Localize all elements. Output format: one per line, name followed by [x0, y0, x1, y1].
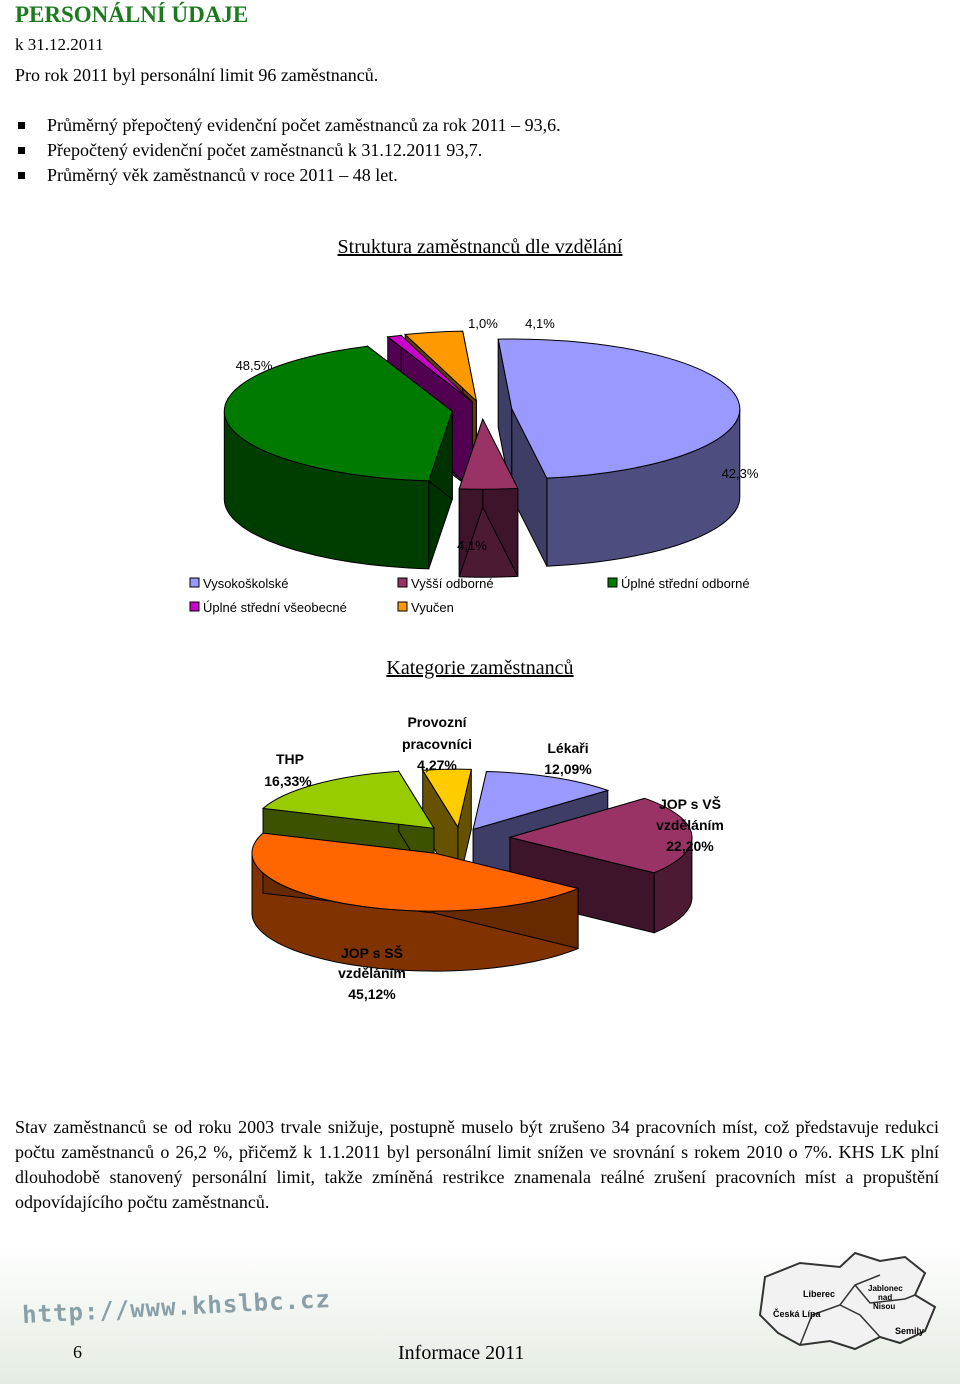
date-subtitle: k 31.12.2011 [15, 35, 104, 54]
data-label-3: 1,0% [468, 316, 498, 331]
data-label-1-2: 4,27% [417, 757, 457, 773]
legend-swatch-0 [190, 578, 199, 587]
data-label-3-0: JOP s VŠ [658, 796, 722, 812]
bullet-list [15, 113, 561, 188]
website-url: http://www.khslbc.cz [21, 1284, 332, 1330]
data-label-4-0: JOP s SŠ [340, 945, 404, 961]
data-label-4-1: vzděláním [338, 965, 406, 981]
legend-label-3: Úplné střední všeobecné [203, 600, 347, 615]
legend-label-0: Vysokoškolské [203, 576, 289, 591]
map-label-jablonec-2: nad [878, 1293, 893, 1302]
data-label-0-1: 16,33% [264, 773, 312, 789]
list-item [15, 163, 561, 188]
publication-name: Informace 2011 [398, 1342, 525, 1364]
bullet-text: Průměrný věk zaměstnanců v roce 2011 – 48 let. [47, 165, 398, 185]
data-label-2-0: Lékaři [547, 740, 589, 756]
legend-label-2: Úplné střední odborné [621, 576, 750, 591]
summary-paragraph: Stav zaměstnanců se od roku 2003 trvale snižuje, postupně muselo být zrušeno 34 pracovních míst, což představuje redukci počtu zaměstnanců o 26,2 %, přičemž k 1.1.2011 byl personální limit snížen ve srovnání s rokem 2010 o 7%. KHS LK plní dlouhodobě stanovený personální limit, takže zmíněná restrikce znamenala reálné zrušení pracovních míst a propuštění odpovídajícího počtu zaměstnanců. [15, 1117, 939, 1212]
data-label-2: 42,3% [721, 466, 759, 481]
data-label-1-0: Provozní [407, 714, 467, 730]
bullet-text: Průměrný přepočtený evidenční počet zaměstnanců za rok 2011 – 93,6. [47, 115, 561, 135]
legend-swatch-2 [608, 578, 617, 587]
data-label-0: 48,5% [235, 358, 273, 373]
bullet-text: Přepočtený evidenční počet zaměstnanců k 31.12.2011 93,7. [47, 140, 483, 160]
legend-label-4: Vyučen [411, 600, 454, 615]
page-title: PERSONÁLNÍ ÚDAJE [15, 2, 249, 27]
data-label-1: 4,1% [457, 538, 487, 553]
intro-text: Pro rok 2011 byl personální limit 96 zaměstnanců. [15, 65, 379, 85]
chart1-title: Struktura zaměstnanců dle vzdělání [337, 236, 623, 258]
legend-swatch-4 [398, 602, 407, 611]
legend-label-1: Vyšší odborné [411, 576, 494, 591]
chart2-title: Kategorie zaměstnanců [386, 657, 574, 679]
list-item [15, 113, 561, 138]
data-label-1-1: pracovníci [401, 736, 473, 752]
data-label-3-2: 22,20% [666, 838, 714, 854]
map-label-jablonec-3: Nisou [873, 1302, 896, 1311]
page-number: 6 [73, 1342, 82, 1362]
data-label-4: 4,1% [525, 316, 555, 331]
legend-swatch-3 [190, 602, 199, 611]
map-label-liberec: Liberec [803, 1289, 836, 1299]
education-pie-chart [0, 290, 960, 630]
bullet-icon [18, 172, 25, 179]
legend-swatch-1 [398, 578, 407, 587]
bullet-icon [18, 122, 25, 129]
map-label-jablonec-1: Jablonec [868, 1284, 903, 1293]
map-label-semily: Semily [895, 1326, 925, 1336]
map-label-ceska-lipa: Česká Lípa [773, 1309, 821, 1319]
bullet-icon [18, 147, 25, 154]
data-label-4-2: 45,12% [348, 986, 396, 1002]
category-pie-chart [0, 700, 960, 1010]
list-item [15, 138, 561, 163]
data-label-2-1: 12,09% [544, 761, 592, 777]
data-label-0-0: THP [276, 751, 304, 767]
data-label-3-1: vzděláním [656, 817, 724, 833]
